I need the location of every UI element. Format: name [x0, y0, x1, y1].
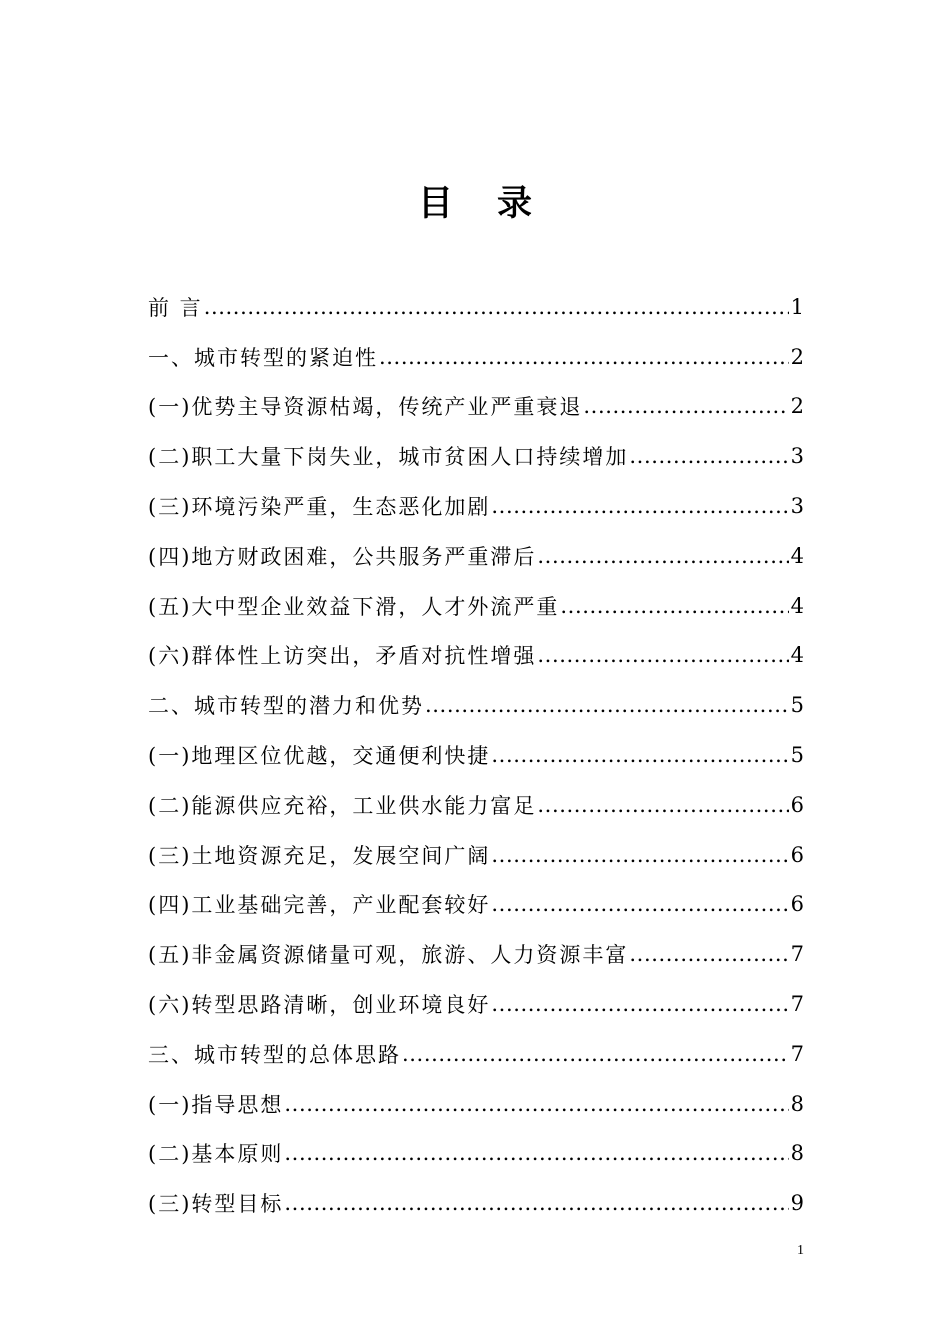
- page-title: [0, 182, 950, 226]
- toc-entry[interactable]: [148, 481, 804, 531]
- toc-leader-dots: [537, 793, 788, 817]
- toc-entry[interactable]: [148, 332, 804, 382]
- toc-entry-page: 1: [790, 294, 804, 319]
- toc-entry-page: 9: [790, 1191, 804, 1216]
- toc-entry[interactable]: [148, 1029, 804, 1079]
- toc-entry-page: 5: [790, 743, 804, 768]
- toc-entry[interactable]: [148, 830, 804, 880]
- toc-entry-label: (四)地方财政困难，公共服务严重滞后: [148, 544, 537, 569]
- toc-entry-label: 二、城市转型的潜力和优势: [148, 694, 424, 719]
- toc-leader-dots: [204, 295, 789, 319]
- toc-leader-dots: [284, 1191, 788, 1215]
- toc-entry-page: 6: [790, 792, 804, 817]
- toc-entry-page: 5: [790, 693, 804, 718]
- toc-entry[interactable]: [148, 780, 804, 830]
- toc-entry-label: (四)工业基础完善，产业配套较好: [148, 893, 491, 918]
- toc-entry-label: (二)能源供应充裕，工业供水能力富足: [148, 793, 537, 818]
- toc-entry[interactable]: [148, 880, 804, 930]
- toc-leader-dots: [629, 444, 788, 468]
- toc-entry-page: 3: [790, 444, 804, 469]
- toc-entry-page: 3: [790, 494, 804, 519]
- toc-leader-dots: [491, 494, 788, 518]
- toc-entry-page: 7: [790, 992, 804, 1017]
- toc-entry-label: 前 言: [148, 295, 203, 320]
- title-char-2: 录: [497, 183, 533, 224]
- toc-entry-label: (二)基本原则: [148, 1142, 284, 1167]
- toc-leader-dots: [491, 892, 788, 916]
- toc-leader-dots: [537, 643, 788, 667]
- toc-entry-label: (六)群体性上访突出，矛盾对抗性增强: [148, 644, 537, 669]
- toc-entry-label: (一)优势主导资源枯竭，传统产业严重衰退: [148, 395, 583, 420]
- toc-entry[interactable]: [148, 979, 804, 1029]
- toc-entry-label: (三)土地资源充足，发展空间广阔: [148, 843, 491, 868]
- toc-entry-label: 三、城市转型的总体思路: [148, 1042, 401, 1067]
- table-of-contents: [148, 282, 804, 1228]
- toc-entry-label: (一)地理区位优越，交通便利快捷: [148, 744, 491, 769]
- toc-entry-page: 4: [790, 543, 804, 568]
- toc-leader-dots: [379, 345, 789, 369]
- toc-entry-label: 一、城市转型的紧迫性: [148, 345, 378, 370]
- toc-entry[interactable]: [148, 382, 804, 432]
- toc-entry[interactable]: [148, 581, 804, 631]
- toc-entry-page: 7: [790, 1041, 804, 1066]
- toc-leader-dots: [284, 1141, 788, 1165]
- toc-entry-label: (三)转型目标: [148, 1192, 284, 1217]
- toc-entry[interactable]: [148, 1129, 804, 1179]
- toc-leader-dots: [402, 1042, 789, 1066]
- toc-entry[interactable]: [148, 1079, 804, 1129]
- toc-entry[interactable]: [148, 680, 804, 730]
- toc-leader-dots: [491, 743, 788, 767]
- toc-entry[interactable]: [148, 1178, 804, 1228]
- toc-leader-dots: [425, 693, 789, 717]
- toc-leader-dots: [491, 992, 788, 1016]
- page-number: 1: [797, 1243, 804, 1258]
- toc-entry-page: 8: [790, 1141, 804, 1166]
- toc-leader-dots: [583, 394, 788, 418]
- toc-entry-page: 2: [790, 344, 804, 369]
- toc-entry-page: 7: [790, 942, 804, 967]
- toc-leader-dots: [629, 942, 788, 966]
- toc-entry-label: (五)大中型企业效益下滑，人才外流严重: [148, 594, 560, 619]
- toc-leader-dots: [491, 843, 788, 867]
- toc-entry[interactable]: [148, 929, 804, 979]
- toc-entry-page: 6: [790, 842, 804, 867]
- toc-entry-label: (二)职工大量下岗失业，城市贫困人口持续增加: [148, 445, 629, 470]
- toc-entry-label: (六)转型思路清晰，创业环境良好: [148, 993, 491, 1018]
- toc-entry-page: 6: [790, 892, 804, 917]
- toc-entry[interactable]: [148, 631, 804, 681]
- toc-entry-page: 8: [790, 1091, 804, 1116]
- toc-entry[interactable]: [148, 431, 804, 481]
- title-char-1: 目: [417, 183, 453, 224]
- toc-entry-label: (五)非金属资源储量可观，旅游、人力资源丰富: [148, 943, 629, 968]
- toc-leader-dots: [284, 1092, 788, 1116]
- toc-leader-dots: [537, 544, 788, 568]
- toc-entry-page: 4: [790, 643, 804, 668]
- toc-entry[interactable]: [148, 730, 804, 780]
- toc-entry-page: 4: [790, 593, 804, 618]
- toc-entry[interactable]: [148, 282, 804, 332]
- toc-entry[interactable]: [148, 531, 804, 581]
- toc-entry-label: (三)环境污染严重，生态恶化加剧: [148, 495, 491, 520]
- toc-leader-dots: [560, 594, 788, 618]
- toc-entry-label: (一)指导思想: [148, 1092, 284, 1117]
- toc-entry-page: 2: [790, 394, 804, 419]
